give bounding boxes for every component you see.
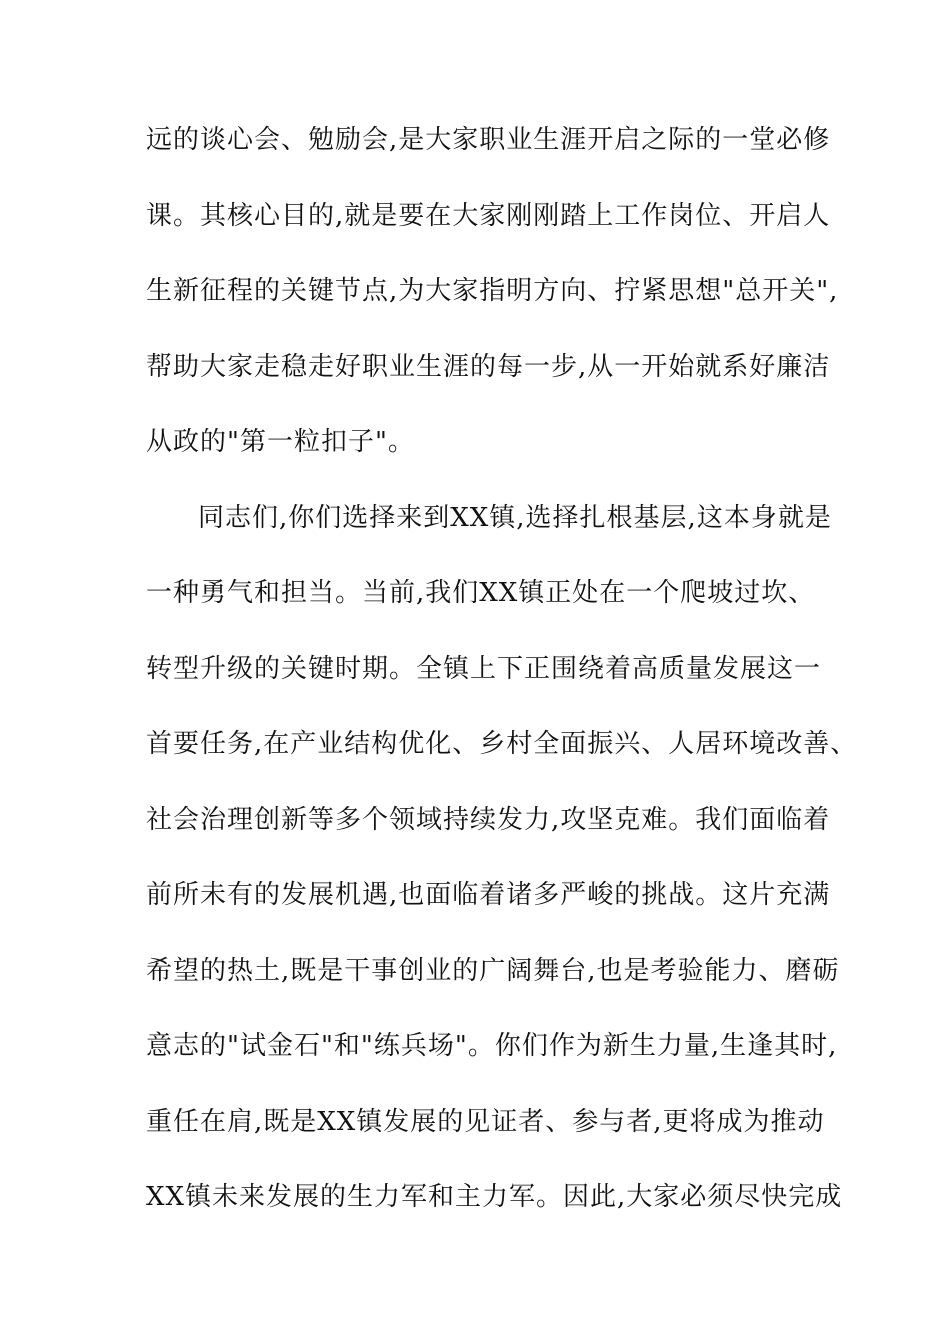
text-line: 课。其核心目的,就是要在大家刚刚踏上工作岗位、开启人	[146, 200, 831, 231]
paragraph-1	[146, 118, 839, 496]
document-body	[146, 118, 858, 1251]
text-line: 社会治理创新等多个领域持续发力,攻坚克难。我们面临着	[146, 804, 831, 835]
text-line: 远的谈心会、勉励会,是大家职业生涯开启之际的一堂必修	[146, 125, 831, 155]
text-line: 一种勇气和担当。当前,我们XX镇正处在一个爬坡过坎、	[146, 578, 816, 608]
text-line: 帮助大家走稳走好职业生涯的每一步,从一开始就系好廉洁	[146, 351, 831, 382]
text-line: 从政的"第一粒扣子"。	[146, 427, 415, 457]
text-line: 首要任务,在产业结构优化、乡村全面振兴、人居环境改善、	[146, 729, 858, 759]
paragraph-2	[146, 496, 858, 1251]
text-line-indented: 同志们,你们选择来到XX镇,选择扎根基层,这本身就是	[198, 502, 832, 533]
text-line: 希望的热土,既是干事创业的广阔舞台,也是考验能力、磨砺	[146, 955, 840, 986]
text-line: XX镇未来发展的生力军和主力军。因此,大家必须尽快完成	[146, 1182, 843, 1212]
text-line: 重任在肩,既是XX镇发展的见证者、参与者,更将成为推动	[146, 1106, 825, 1137]
text-line: 前所未有的发展机遇,也面临着诸多严峻的挑战。这片充满	[146, 880, 831, 910]
text-line: 意志的"试金石"和"练兵场"。你们作为新生力量,生逢其时,	[146, 1031, 838, 1061]
text-line: 转型升级的关键时期。全镇上下正围绕着高质量发展这一	[146, 653, 822, 684]
text-line: 生新征程的关键节点,为大家指明方向、拧紧思想"总开关",	[146, 276, 839, 306]
